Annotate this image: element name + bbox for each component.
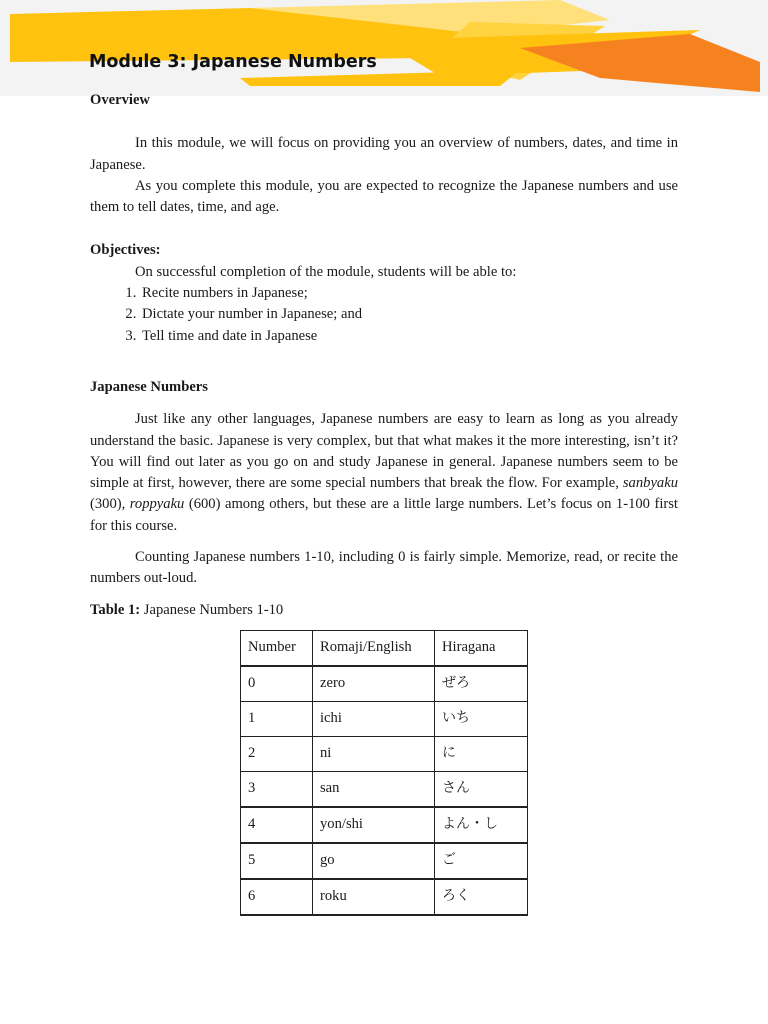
table-row: 0 zero ぜろ [241, 666, 528, 702]
header-banner [0, 0, 768, 96]
overview-heading: Overview [90, 92, 150, 108]
objectives-list [90, 283, 678, 347]
example-sanbyaku: sanbyaku [622, 475, 678, 492]
module-title: Module 3: Japanese Numbers [89, 52, 377, 72]
document-body [90, 90, 678, 916]
table-row: 5 go ご [241, 843, 528, 879]
japanese-numbers-paragraph-1: Just like any other languages, Japanese numbers are easy to learn as long as you already understand the basic. Japanese is very complex, but that what makes it the more interesting, isn’t it? You will find out later as you go on and study Japanese in general. Japanese numbers seem to be simple at first, however, there are some special numbers that break the flow. For example, sanbyaku (300), roppyaku (600) among others, but these are a little large numbers. Let’s focus on 1-100 first for this course. [90, 411, 678, 534]
table-row: 3 san さん [241, 771, 528, 807]
example-roppyaku: roppyaku [129, 496, 185, 513]
table-row: 2 ni に [241, 736, 528, 771]
objective-item: 1. Recite numbers in Japanese; [140, 283, 678, 304]
table-row: 6 roku ろく [241, 879, 528, 915]
header-number: Number [241, 630, 313, 666]
objectives-heading: Objectives: [90, 242, 161, 259]
header-hiragana: Hiragana [435, 630, 528, 666]
header-romaji: Romaji/English [313, 630, 435, 666]
japanese-numbers-heading: Japanese Numbers [90, 378, 208, 395]
japanese-numbers-paragraph-2: Counting Japanese numbers 1-10, including 0 is fairly simple. Memorize, read, or recite the numbers out-loud. [90, 549, 678, 587]
overview-paragraph-1: In this module, we will focus on providing you an overview of numbers, dates, and time in Japanese. [90, 135, 678, 173]
table-row: 1 ichi いち [241, 701, 528, 736]
overview-paragraph-2: As you complete this module, you are expected to recognize the Japanese numbers and use them to tell dates, time, and age. [90, 177, 678, 216]
objectives-intro: On successful completion of the module, students will be able to: [135, 263, 517, 280]
japanese-numbers-table [240, 630, 528, 916]
table-caption: Table 1: Japanese Numbers 1-10 [90, 601, 284, 618]
objective-item: 3. Tell time and date in Japanese [140, 326, 678, 347]
objective-item: 2. Dictate your number in Japanese; and [140, 304, 678, 325]
table-header-row [241, 630, 528, 666]
table-row: 4 yon/shi よん・し [241, 807, 528, 843]
